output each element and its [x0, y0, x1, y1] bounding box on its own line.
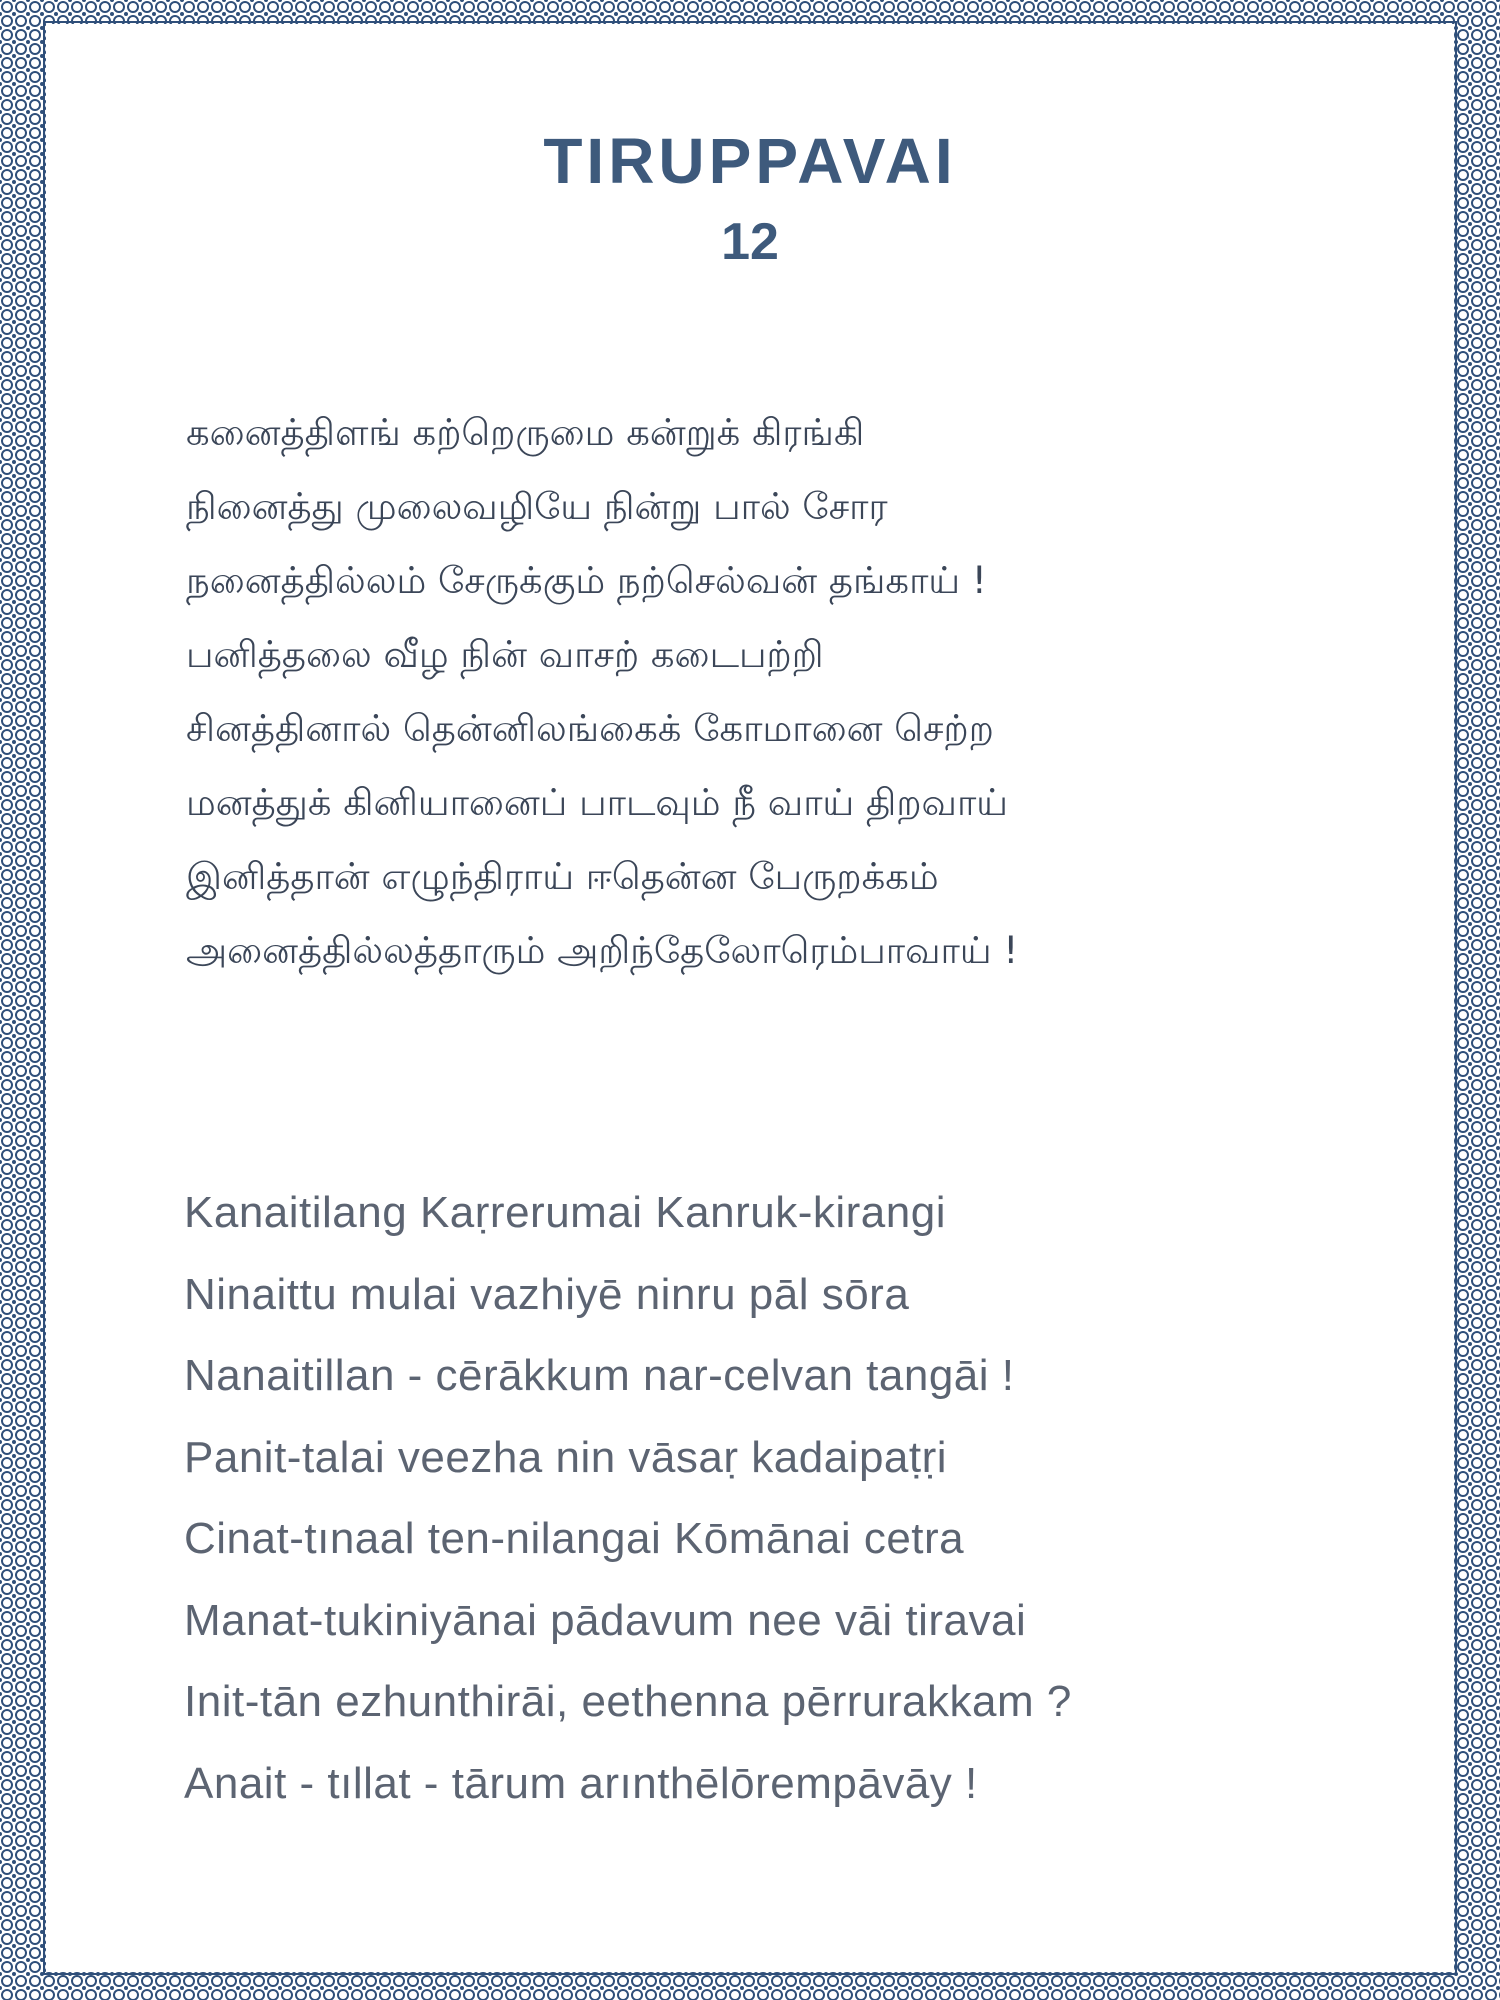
tamil-line: அனைத்தில்லத்தாரும் அறிந்தேலோரெம்பாவாய் !	[186, 929, 1019, 972]
transliteration-line: Manat-tukiniyānai pādavum nee vāi tiravai	[184, 1595, 1027, 1645]
transliteration-line: Panit-talai veezha nin vāsaṛ kadaipaṭṛi	[184, 1432, 948, 1482]
poem-title: TIRUPPAVAI	[543, 125, 957, 197]
tamil-line: கனைத்திளங் கற்றெருமை கன்றுக் கிரங்கி	[186, 411, 865, 454]
verse-number: 12	[721, 213, 779, 271]
transliteration-line: Anait - tıllat - tārum arınthēlōrempāvāy !	[184, 1758, 978, 1808]
tamil-line: இனித்தான் எழுந்திராய் ஈதென்ன பேருறக்கம்	[186, 855, 939, 898]
transliteration-line: Init-tān ezhunthirāi, eethenna pērrurakkam ?	[184, 1677, 1072, 1726]
poem-card	[46, 24, 1454, 1972]
tamil-line: நனைத்தில்லம் சேருக்கும் நற்செல்வன் தங்காய் !	[186, 559, 987, 602]
tamil-verse	[186, 396, 1386, 988]
transliteration-verse	[184, 1172, 1404, 1824]
tamil-line: சினத்தினால் தென்னிலங்கைக் கோமானை செற்ற	[186, 707, 994, 750]
transliteration-line: Cinat-tınaal ten-nilangai Kōmānai cetra	[184, 1514, 965, 1563]
transliteration-line: Ninaittu mulai vazhiyē ninru pāl sōra	[184, 1269, 910, 1319]
transliteration-line: Nanaitillan - cērākkum nar-celvan tangāi !	[184, 1351, 1015, 1400]
tamil-line: நினைத்து முலைவழியே நின்று பால் சோர	[186, 485, 888, 528]
tamil-line: மனத்துக் கினியானைப் பாடவும் நீ வாய் திறவாய்	[186, 781, 1009, 824]
tamil-line: பனித்தலை வீழ நின் வாசற் கடைபற்றி	[186, 633, 824, 676]
transliteration-line: Kanaitilang Kaṛrerumai Kanruk-kirangi	[184, 1188, 946, 1237]
